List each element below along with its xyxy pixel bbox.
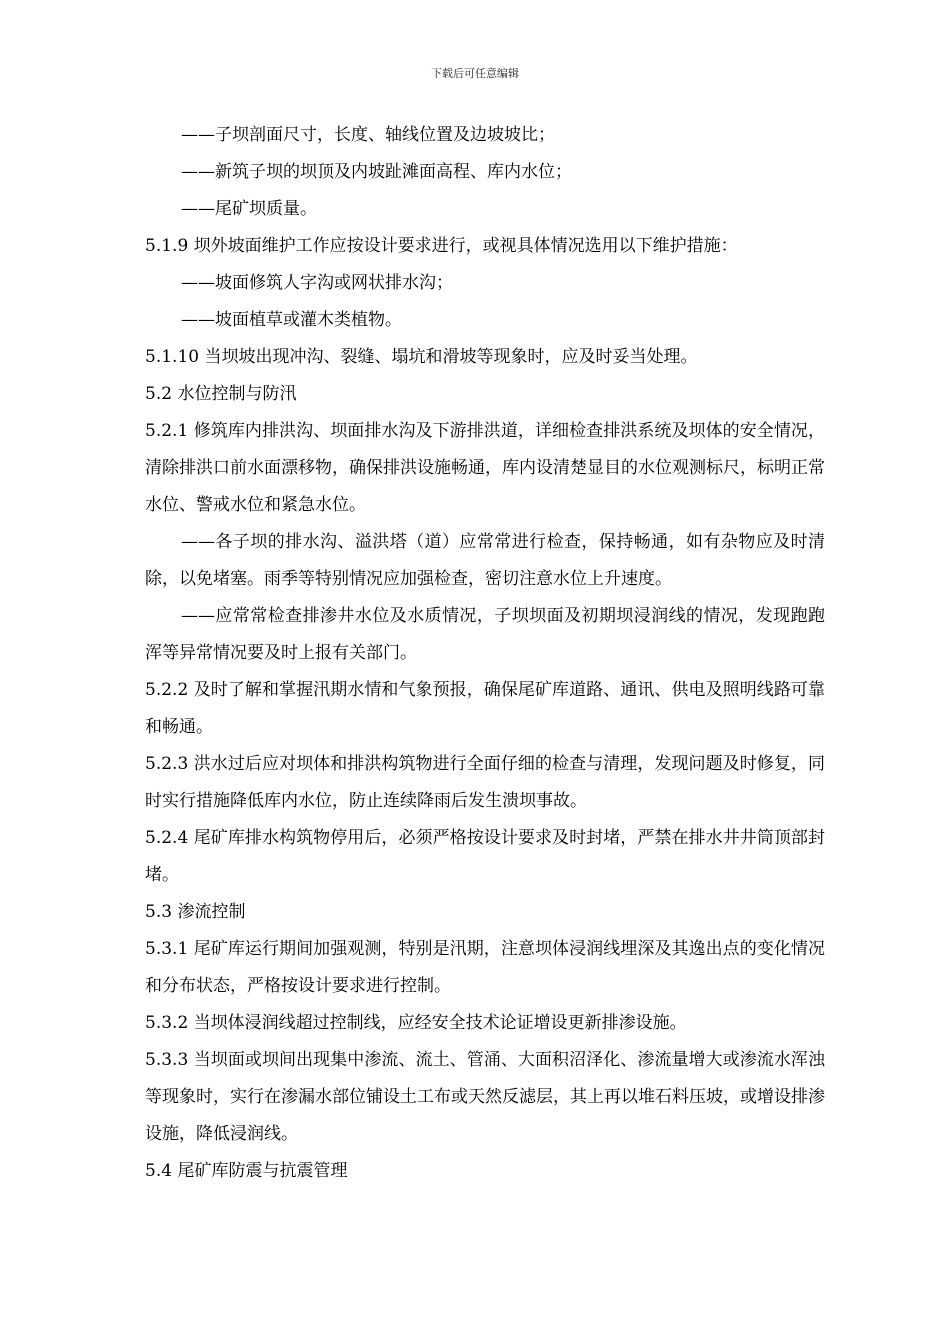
paragraph: 5.3.1 尾矿库运行期间加强观测，特别是汛期，注意坝体浸润线埋深及其逸出点的变化情况和分布状态，严格按设计要求进行控制。 bbox=[145, 939, 825, 996]
paragraph: ——应常常检查排渗井水位及水质情况，子坝坝面及初期坝浸润线的情况，发现跑跑浑等异常情况要及时上报有关部门。 bbox=[145, 606, 825, 663]
paragraph: 5.1.10 当坝坡出现冲沟、裂缝、塌坑和滑坡等现象时，应及时妥当处理。 bbox=[145, 347, 698, 367]
paragraph: 5.2.4 尾矿库排水构筑物停用后，必须严格按设计要求及时封堵，严禁在排水井井筒顶部封堵。 bbox=[145, 828, 825, 885]
page-header: 下载后可任意编辑 bbox=[431, 67, 519, 80]
paragraph: ——尾矿坝质量。 bbox=[181, 199, 317, 219]
paragraph: ——坡面修筑人字沟或网状排水沟； bbox=[181, 273, 453, 293]
paragraph: 5.3.2 当坝体浸润线超过控制线，应经安全技术论证增设更新排渗设施。 bbox=[145, 1013, 687, 1033]
paragraph: 5.1.9 坝外坡面维护工作应按设计要求进行，或视具体情况选用以下维护措施： bbox=[145, 236, 738, 256]
paragraph: 5.3 渗流控制 bbox=[145, 902, 246, 922]
paragraph: ——各子坝的排水沟、溢洪塔（道）应常常进行检查，保持畅通，如有杂物应及时清除，以免堵塞。雨季等特别情况应加强检查，密切注意水位上升速度。 bbox=[145, 532, 825, 589]
paragraph: 5.4 尾矿库防震与抗震管理 bbox=[145, 1161, 348, 1181]
paragraph: ——子坝剖面尺寸，长度、轴线位置及边坡坡比； bbox=[181, 125, 555, 145]
paragraph: ——新筑子坝的坝顶及内坡趾滩面高程、库内水位； bbox=[181, 162, 572, 182]
document-body bbox=[145, 117, 825, 1190]
paragraph: 5.2 水位控制与防汛 bbox=[145, 384, 297, 404]
paragraph: 5.2.3 洪水过后应对坝体和排洪构筑物进行全面仔细的检查与清理，发现问题及时修复，同时实行措施降低库内水位，防止连续降雨后发生溃坝事故。 bbox=[145, 754, 825, 811]
paragraph: 5.2.1 修筑库内排洪沟、坝面排水沟及下游排洪道，详细检查排洪系统及坝体的安全情况，清除排洪口前水面漂移物，确保排洪设施畅通，库内设清楚显目的水位观测标尺，标明正常水位、警戒水位和紧急水位。 bbox=[145, 421, 825, 515]
paragraph: 5.2.2 及时了解和掌握汛期水情和气象预报，确保尾矿库道路、通讯、供电及照明线路可靠和畅通。 bbox=[145, 680, 825, 737]
paragraph: 5.3.3 当坝面或坝间出现集中渗流、流土、管涌、大面积沼泽化、渗流量增大或渗流水浑浊等现象时，实行在渗漏水部位铺设土工布或天然反滤层，其上再以堆石料压坡，或增设排渗设施，降低浸润线。 bbox=[145, 1050, 825, 1144]
paragraph: ——坡面植草或灌木类植物。 bbox=[181, 310, 402, 330]
